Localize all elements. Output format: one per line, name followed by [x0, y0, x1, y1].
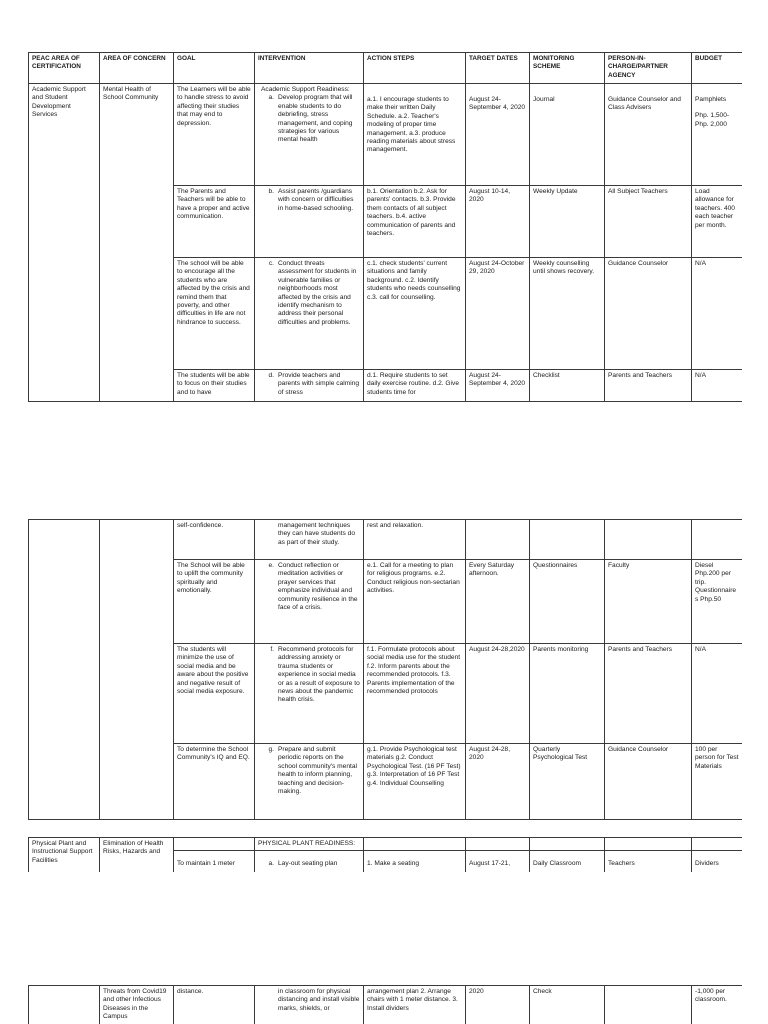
goal-cell: To determine the School Community's IQ and EQ.	[174, 744, 255, 820]
monitoring-cell: Weekly Update	[530, 186, 605, 258]
action-steps-cell: b.1. Orientation b.2. Ask for parents' contacts. b.3. Provide them contacts of all subject teachers. b.4. active communication of parents and teachers.	[364, 186, 466, 258]
person-cell: Faculty	[605, 560, 692, 644]
monitoring-text: Journal	[533, 96, 555, 103]
person-text: Teachers	[608, 860, 635, 868]
header-monitoring-scheme: MONITORING SCHEME	[530, 53, 605, 84]
header-peac-area: PEAC AREA OF CERTIFICATION	[29, 53, 100, 84]
header-target-dates: TARGET DATES	[466, 53, 530, 84]
table-row	[29, 84, 743, 186]
peac-area-cell: Physical Plant and Instructional Support Facilities	[29, 838, 100, 873]
target-dates-cell: August 24-28, 2020	[466, 744, 530, 820]
person-cell	[605, 84, 692, 186]
budget-amount-text: Php. 1,500-Php. 2,000	[695, 112, 730, 128]
monitoring-cell: Weekly counselling until shows recovery.	[530, 258, 605, 370]
target-dates-cell: 2020	[466, 986, 530, 1024]
intervention-text: Prepare and submit periodic reports on the school community's mental health to inform planning, teaching and decision-making.	[278, 746, 357, 796]
budget-cell	[692, 851, 743, 872]
monitoring-cell: Parents monitoring	[530, 644, 605, 744]
intervention-text: Conduct threats assessment for students in vulnerable families or neighborhoods most affected by the crisis and identify mechanism to address their personal difficulties and problems.	[278, 260, 357, 326]
monitoring-cell: Quarterly Psychological Test	[530, 744, 605, 820]
action-steps-cell	[364, 84, 466, 186]
intervention-letter: a.	[268, 94, 274, 102]
action-plan-table-page-4	[28, 985, 742, 1024]
target-dates-text: August 24-September 4, 2020	[469, 96, 526, 112]
goal-cell: The students will minimize the use of social media and be aware about the positive and negative result of social media exposure.	[174, 644, 255, 744]
intervention-letter: c.	[268, 260, 274, 267]
goal-cell: distance.	[174, 986, 255, 1024]
peac-area-cell	[29, 986, 100, 1024]
person-cell: Parents and Teachers	[605, 370, 692, 402]
person-cell: All Subject Teachers	[605, 186, 692, 258]
intervention-text: Assist parents /guardians with concern or difficulties in home-based schooling.	[278, 188, 354, 212]
budget-cell: -1,000 per classroom.	[692, 986, 743, 1024]
intervention-text: management techniques they can have students do as part of their study.	[278, 522, 355, 546]
intervention-letter: g.	[268, 746, 274, 753]
action-steps-cell: g.1. Provide Psychological test materials g.2. Conduct Psychological Test. (16 PF Test) g.3. Interpretation of 16 PF Test g.4. Individual Counselling	[364, 744, 466, 820]
budget-cell: Load allowance for teachers. 400 each teacher per month.	[692, 186, 743, 258]
header-budget: BUDGET	[692, 53, 743, 84]
goal-text: To maintain 1 meter	[177, 860, 235, 868]
goal-cell: The students will be able to focus on their studies and to have	[174, 370, 255, 402]
monitoring-cell: Questionnaires	[530, 560, 605, 644]
intervention-cell	[255, 186, 364, 258]
peac-area-cell	[29, 520, 100, 820]
action-steps-cell	[364, 838, 466, 851]
intervention-letter: a.	[268, 860, 274, 868]
intervention-cell	[255, 851, 364, 872]
target-dates-cell: August 10-14, 2020	[466, 186, 530, 258]
budget-cell	[692, 84, 743, 186]
intervention-letter: e.	[268, 562, 274, 569]
monitoring-text: Daily Classroom	[533, 860, 581, 868]
monitoring-cell	[530, 851, 605, 872]
header-intervention: INTERVENTION	[255, 53, 364, 84]
monitoring-cell: Checklist	[530, 370, 605, 402]
action-steps-cell	[364, 851, 466, 872]
header-row	[29, 53, 743, 84]
table-row	[29, 520, 743, 560]
action-steps-cell: f.1. Formulate protocols about social media use for the student f.2. Inform parents about the recommended protocols. f.3. Parents implementation of the recommended protocols	[364, 644, 466, 744]
intervention-text: Lay-out seating plan	[278, 860, 338, 868]
person-cell: Guidance Counselor	[605, 744, 692, 820]
target-dates-cell: August 24-October 29, 2020	[466, 258, 530, 370]
budget-cell: N/A	[692, 258, 743, 370]
monitoring-cell	[530, 520, 605, 560]
page-4	[28, 985, 742, 1024]
intervention-text: Conduct reflection or meditation activities or prayer services that emphasize individual and community resilience in the face of a crisis.	[278, 562, 358, 612]
action-steps-text: 1. Make a seating	[367, 860, 420, 868]
intervention-cell	[255, 84, 364, 186]
person-cell	[605, 838, 692, 851]
action-steps-cell: c.1. check students' current situations and family background. c.2. Identify students who needs counselling c.3. call for counselling.	[364, 258, 466, 370]
budget-cell	[692, 838, 743, 851]
action-steps-text: a.1. I encourage students to make their written Daily Schedule. a.2. Teacher's modeling of proper time management. a.3. produce reading materials about stress management.	[367, 96, 456, 154]
budget-cell: N/A	[692, 644, 743, 744]
intervention-cell	[255, 744, 364, 820]
intervention-letter: f.	[270, 646, 274, 653]
area-of-concern-cell: Threats from Covid19 and other Infectious Diseases in the Campus	[100, 986, 174, 1024]
monitoring-cell: Check	[530, 986, 605, 1024]
person-cell	[605, 851, 692, 872]
header-person-in-charge: PERSON-IN-CHARGE/PARTNER AGENCY	[605, 53, 692, 84]
goal-cell: The School will be able to uplift the community spiritually and emotionally.	[174, 560, 255, 644]
intervention-text: Recommend protocols for addressing anxiety or trauma students or experience in social media or as a result of exposure to news about the pandemic health crisis.	[278, 646, 360, 704]
header-goal: GOAL	[174, 53, 255, 84]
budget-cell: Diesel Php.200 per trip. Questionnaires Php.50	[692, 560, 743, 644]
target-dates-cell	[466, 851, 530, 872]
target-dates-cell: Every Saturday afternoon.	[466, 560, 530, 644]
person-cell	[605, 986, 692, 1024]
intervention-heading: PHYSICAL PLANT READINESS:	[255, 838, 364, 851]
intervention-cell	[255, 258, 364, 370]
monitoring-cell	[530, 84, 605, 186]
intervention-cell	[255, 520, 364, 560]
budget-cell: 100 per person for Test Materials	[692, 744, 743, 820]
page-3	[28, 837, 742, 872]
intervention-letter: d.	[268, 372, 274, 379]
intervention-text: Provide teachers and parents with simple calming of stress	[278, 372, 359, 396]
area-of-concern-cell: Mental Health of School Community	[100, 84, 174, 402]
intervention-cell	[255, 370, 364, 402]
intervention-heading: Academic Support Readiness:	[261, 86, 350, 93]
area-of-concern-cell: Elimination of Health Risks, Hazards and	[100, 838, 174, 873]
action-steps-cell: e.1. Call for a meeting to plan for religious programs. e.2. Conduct religious non-sectarian activities.	[364, 560, 466, 644]
budget-text: Pamphlets	[695, 96, 727, 103]
person-cell: Guidance Counselor	[605, 258, 692, 370]
action-steps-cell: rest and relaxation.	[364, 520, 466, 560]
intervention-cell	[255, 644, 364, 744]
goal-cell	[174, 838, 255, 851]
action-plan-table-page-1	[28, 52, 742, 402]
target-dates-cell: August 24-September 4, 2020	[466, 370, 530, 402]
goal-cell: The Parents and Teachers will be able to have a proper and active communication.	[174, 186, 255, 258]
intervention-text: in classroom for physical distancing and install visible marks, shields, or	[278, 988, 360, 1012]
intervention-letter: b.	[268, 188, 274, 195]
table-row	[29, 986, 743, 1024]
budget-cell: N/A	[692, 370, 743, 402]
action-plan-table-page-2	[28, 519, 742, 820]
intervention-text: Develop program that will enable students to do debriefing, stress management, and coping strategies for various mental health	[278, 94, 353, 144]
person-cell: Parents and Teachers	[605, 644, 692, 744]
person-text: Guidance Counselor and Class Advisers	[608, 96, 681, 112]
goal-cell: self-confidence.	[174, 520, 255, 560]
target-dates-text: August 17-21,	[469, 860, 511, 868]
action-steps-cell: arrangement plan 2. Arrange chairs with 1 meter distance. 3. Install dividers	[364, 986, 466, 1024]
table-row	[29, 838, 743, 851]
target-dates-cell: August 24-28,2020	[466, 644, 530, 744]
goal-cell: The Learners will be able to handle stress to avoid affecting their studies that may end to depression.	[174, 84, 255, 186]
monitoring-cell	[530, 838, 605, 851]
goal-cell	[174, 851, 255, 872]
header-area-of-concern: AREA OF CONCERN	[100, 53, 174, 84]
peac-area-cell: Academic Support and Student Development Services	[29, 84, 100, 402]
intervention-cell	[255, 560, 364, 644]
area-of-concern-cell	[100, 520, 174, 820]
header-action-steps: ACTION STEPS	[364, 53, 466, 84]
action-steps-cell: d.1. Require students to set daily exercise routine. d.2. Give students time for	[364, 370, 466, 402]
intervention-cell	[255, 986, 364, 1024]
action-plan-table-page-3	[28, 837, 742, 872]
person-cell	[605, 520, 692, 560]
page-2	[28, 519, 742, 820]
goal-cell: The school will be able to encourage all the students who are affected by the crisis and remind them that poverty, and other difficulties in life are not hindrance to success.	[174, 258, 255, 370]
page-1	[28, 52, 742, 408]
target-dates-cell	[466, 520, 530, 560]
budget-text: Dividers	[695, 860, 719, 868]
target-dates-cell	[466, 838, 530, 851]
target-dates-cell	[466, 84, 530, 186]
budget-cell	[692, 520, 743, 560]
